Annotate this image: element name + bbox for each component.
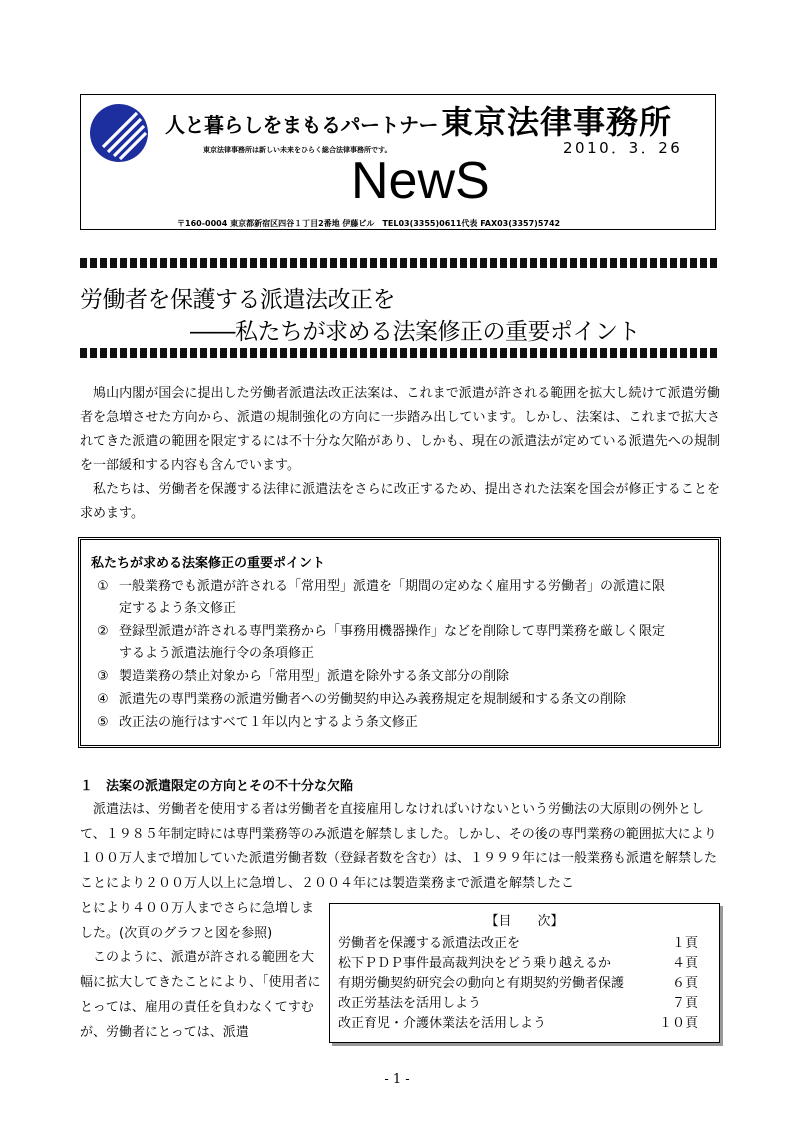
table-of-contents xyxy=(329,903,720,1043)
firm-logo-icon xyxy=(89,103,149,163)
toc-item[interactable] xyxy=(338,1012,708,1032)
section-1-narrow-column xyxy=(80,897,324,1045)
key-point-number: ③ xyxy=(97,669,109,684)
key-point-item xyxy=(97,689,707,711)
key-point-number: ④ xyxy=(97,692,109,707)
toc-title: 【目 次】 xyxy=(485,914,564,929)
key-point-item xyxy=(97,712,707,734)
page-number: - 1 - xyxy=(384,1072,410,1087)
toc-item-title: 改正労基法を活用しよう xyxy=(338,996,482,1011)
toc-item-page: ６頁 xyxy=(671,976,698,991)
toc-item[interactable] xyxy=(338,952,708,972)
issue-date: 2010．3．26 xyxy=(563,139,683,157)
toc-item[interactable] xyxy=(338,932,708,952)
toc-item-page: ７頁 xyxy=(671,996,698,1011)
section-1-paragraph-2: このように、派遣が許される範囲を大幅に拡大してきたことにより、「使用者にとっては、雇用の責任を負わなくてすむが、労働者にとっては、派遣 xyxy=(80,950,321,1040)
toc-item-page: １頁 xyxy=(671,936,698,951)
toc-item[interactable] xyxy=(338,992,708,1012)
firm-name: 東京法律事務所 xyxy=(441,103,673,141)
article-title-line2: ――私たちが求める法案修正の重要ポイント xyxy=(190,319,640,345)
article-title-line1: 労働者を保護する派遣法改正を xyxy=(80,287,395,313)
key-point-text-cont: 定するよう条文修正 xyxy=(119,601,237,616)
intro-paragraph-1: 鳩山内閣が国会に提出した労働者派遣法改正法案は、これまで派遣が許される範囲を拡大し続けて派遣労働者を急増させた方向から、派遣の規制強化の方向に一歩踏み出しています。しかし、法案は、これまで拡大されてきた派遣の範囲を限定するには不十分な欠陥があり、しかも、現在の派遣法が定めている派遣先への規制を一部緩和する内容も含んでいます。 xyxy=(80,386,720,473)
key-point-item xyxy=(97,666,707,688)
title-divider-bottom xyxy=(80,348,720,358)
firm-address: 〒160-0004 東京都新宿区四谷１丁目2番地 伊藤ビル TEL03(3355)0611代表 FAX03(3357)5742 xyxy=(177,219,561,228)
toc-item-title: 改正育児・介護休業法を活用しよう xyxy=(338,1016,547,1031)
newsletter-title: NewS xyxy=(351,152,490,210)
key-point-number: ② xyxy=(97,624,109,639)
toc-item-title: 労働者を保護する派遣法改正を xyxy=(338,936,521,951)
key-point-text: 製造業務の禁止対象から「常用型」派遣を除外する条文部分の削除 xyxy=(119,669,510,684)
key-point-item xyxy=(97,576,707,620)
key-point-text: 一般業務でも派遣が許される「常用型」派遣を「期間の定めなく雇用する労働者」の派遣に限 xyxy=(119,579,666,594)
key-point-text: 派遣先の専門業務の派遣労働者への労働契約申込み義務規定を規制緩和する条文の削除 xyxy=(119,692,627,707)
toc-item[interactable] xyxy=(338,972,708,992)
masthead-subtagline: 東京法律事務所は新しい未来をひらく総合法律事務所です。 xyxy=(203,146,392,154)
toc-item-page: １０頁 xyxy=(658,1016,698,1031)
key-point-text: 改正法の施行はすべて１年以内とするよう条文修正 xyxy=(119,715,418,730)
toc-item-page: ４頁 xyxy=(671,956,698,971)
title-divider-top xyxy=(80,258,720,268)
key-point-number: ① xyxy=(97,579,109,594)
key-point-number: ⑤ xyxy=(97,715,109,730)
section-1-paragraph-1: 派遣法は、労働者を使用する者は労働者を直接雇用しなければいけないという労働法の大原則の例外として、１９８５年制定時には専門業務等のみ派遣を解禁しました。しかし、その後の専門業務の範囲拡大により１００万人まで増加していた派遣労働者数（登録者数を含む）は、１９９９年には一般業務も派遣を解禁したことにより２００万人以上に急増し、２００４年には製造業務まで派遣を解禁したこ xyxy=(80,802,718,892)
key-points-title: 私たちが求める法案修正の重要ポイント xyxy=(91,556,326,571)
intro-paragraph-2: 私たちは、労働者を保護する法律に派遣法をさらに改正するため、提出された法案を国会が修正することを求めます。 xyxy=(80,482,720,521)
masthead xyxy=(80,94,716,230)
toc-item-title: 有期労働契約研究会の動向と有期契約労働者保護 xyxy=(338,976,625,991)
key-points-box xyxy=(78,537,721,748)
section-1-heading: １ 法案の派遣限定の方向とその不十分な欠陥 xyxy=(80,779,354,794)
toc-item-title: 松下ＰＤＰ事件最高裁判決をどう乗り越えるか xyxy=(338,956,612,971)
key-point-text: 登録型派遣が許される専門業務から「事務用機器操作」などを削除して専門業務を厳しく限定 xyxy=(119,624,666,639)
key-point-text-cont: するよう派遣法施行令の条項修正 xyxy=(119,646,315,661)
masthead-tagline: 人と暮らしをまもるパートナー xyxy=(165,113,438,137)
section-1-paragraph-1-cont: とにより４００万人までさらに急増しました。(次頁のグラフと図を参照) xyxy=(80,901,315,941)
key-point-item xyxy=(97,621,707,665)
